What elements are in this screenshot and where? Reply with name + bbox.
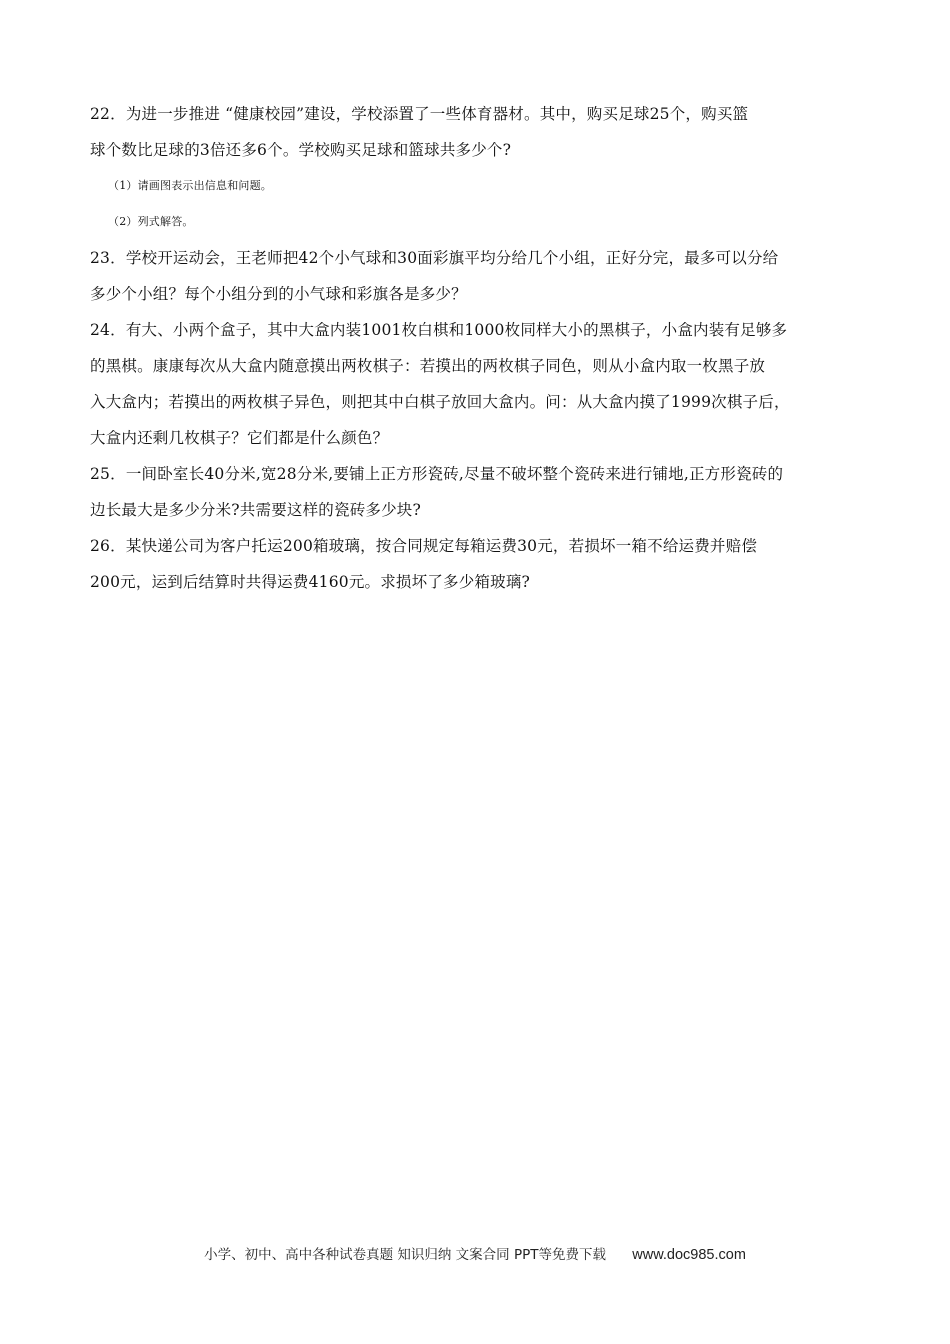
question-22-line-2: 球个数比足球的3倍还多6个。学校购买足球和篮球共多少个? — [90, 141, 512, 159]
document-body — [90, 96, 865, 600]
question-24-line-4: 大盒内还剩几枚棋子？它们都是什么颜色？ — [90, 429, 389, 447]
footer-text: 小学、初中、高中各种试卷真题 知识归纳 文案合同 PPT等免费下载 — [204, 1247, 606, 1263]
question-25 — [90, 456, 865, 528]
question-26-line-2: 200元，运到后结算时共得运费4160元。求损坏了多少箱玻璃? — [90, 573, 531, 591]
page-footer — [0, 1243, 950, 1263]
question-24-line-2: 的黑棋。康康每次从大盒内随意摸出两枚棋子：若摸出的两枚棋子同色，则从小盒内取一枚黑子放 — [90, 357, 766, 375]
question-23-line-1: 23．学校开运动会，王老师把42个小气球和30面彩旗平均分给几个小组，正好分完，最多可以分给 — [90, 249, 779, 267]
question-23 — [90, 240, 865, 312]
question-23-line-2: 多少个小组？每个小组分到的小气球和彩旗各是多少？ — [90, 285, 467, 303]
question-26 — [90, 528, 865, 600]
question-22-sub-1: （1）请画图表示出信息和问题。 — [108, 179, 272, 192]
question-26-line-1: 26．某快递公司为客户托运200箱玻璃，按合同规定每箱运费30元，若损坏一箱不给运费并赔偿 — [90, 537, 758, 555]
question-25-line-2: 边长最大是多少分米?共需要这样的瓷砖多少块? — [90, 501, 422, 519]
question-24-line-1: 24．有大、小两个盒子，其中大盒内装1001枚白棋和1000枚同样大小的黑棋子，小盒内装有足够多 — [90, 321, 788, 339]
question-22 — [90, 96, 865, 240]
footer-url-link[interactable]: www.doc985.com — [632, 1247, 746, 1263]
question-22-sub-2: （2）列式解答。 — [108, 215, 194, 228]
question-24 — [90, 312, 865, 456]
question-22-line-1: 22．为进一步推进 “健康校园”建设，学校添置了一些体育器材。其中，购买足球25个，购买篮 — [90, 105, 749, 123]
question-25-line-1: 25．一间卧室长40分米,宽28分米,要铺上正方形瓷砖,尽量不破坏整个瓷砖来进行铺地,正方形瓷砖的 — [90, 465, 784, 483]
question-24-line-3: 入大盒内；若摸出的两枚棋子异色，则把其中白棋子放回大盒内。问：从大盒内摸了1999次棋子后， — [90, 393, 790, 411]
